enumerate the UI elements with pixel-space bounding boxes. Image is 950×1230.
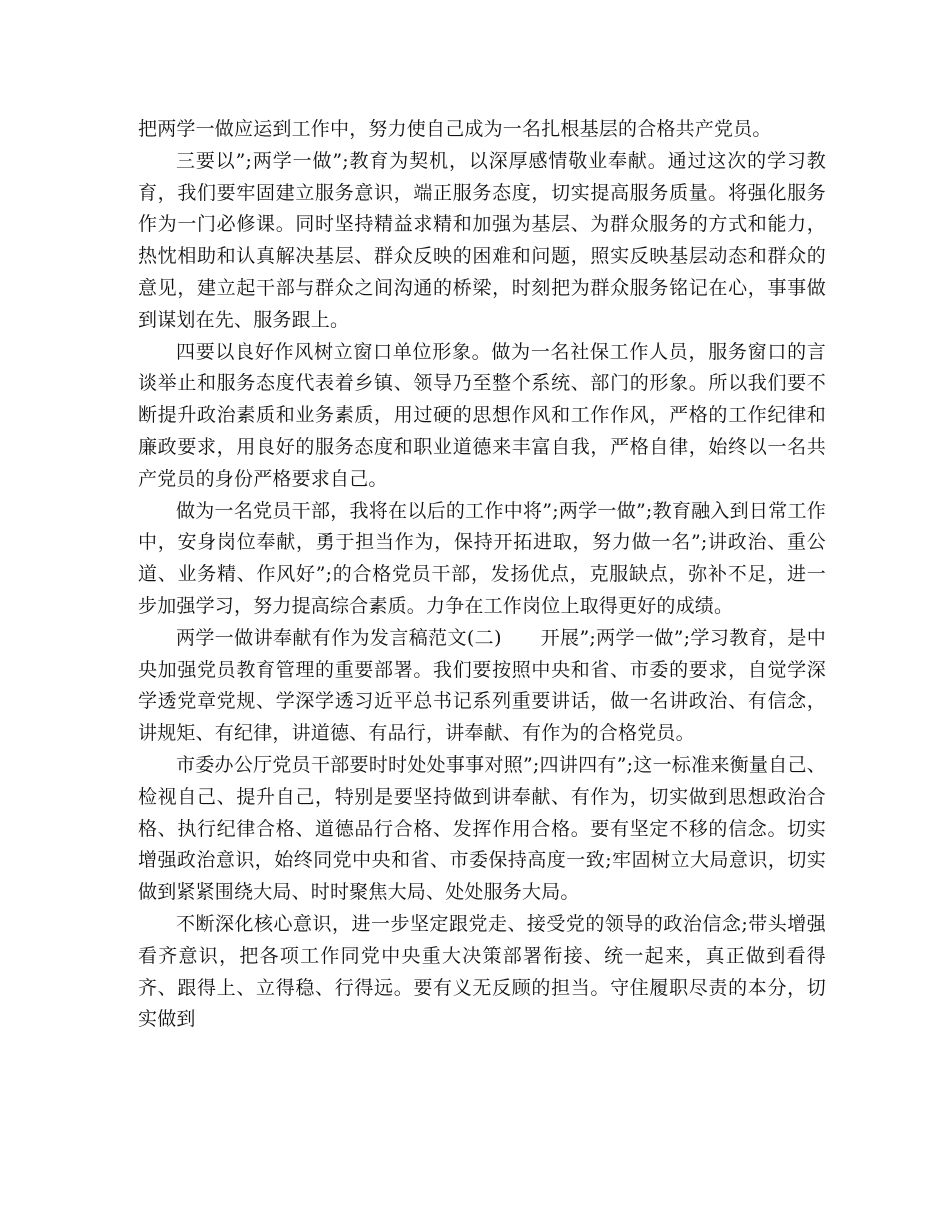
paragraph-5: 两学一做讲奉献有作为发言稿范文(二) 开展”;两学一做”;学习教育，是中央加强党员教育管理的重要部署。我们要按照中央和省、市委的要求，自觉学深学透党章党规、学深学透习近平总书记系列重要讲话，做一名讲政治、有信念，讲规矩、有纪律，讲道德、有品行，讲奉献、有作为的合格党员。 xyxy=(138,626,826,745)
paragraph-6: 市委办公厅党员干部要时时处处事事对照”;四讲四有”;这一标准来衡量自己、检视自己、提升自己，特别是要坚持做到讲奉献、有作为，切实做到思想政治合格、执行纪律合格、道德品行合格、发挥作用合格。要有坚定不移的信念。切实增强政治意识，始终同党中央和省、市委保持高度一致;牢固树立大局意识，切实做到紧紧围绕大局、时时聚焦大局、处处服务大局。 xyxy=(138,753,826,904)
paragraph-7: 不断深化核心意识，进一步坚定跟党走、接受党的领导的政治信念;带头增强看齐意识，把各项工作同党中央重大决策部署衔接、统一起来，真正做到看得齐、跟得上、立得稳、行得远。要有义无反顾的担当。守住履职尽责的本分，切实做到 xyxy=(138,912,826,1031)
paragraph-3: 四要以良好作风树立窗口单位形象。做为一名社保工作人员，服务窗口的言谈举止和服务态度代表着乡镇、领导乃至整个系统、部门的形象。所以我们要不断提升政治素质和业务素质，用过硬的思想作风和工作作风，严格的工作纪律和廉政要求，用良好的服务态度和职业道德来丰富自我，严格自律，始终以一名共产党员的身份严格要求自己。 xyxy=(138,340,826,490)
paragraph-2: 三要以”;两学一做”;教育为契机，以深厚感情敬业奉献。通过这次的学习教育，我们要牢固建立服务意识，端正服务态度，切实提高服务质量。将强化服务作为一门必修课。同时坚持精益求精和加强为基层、为群众服务的方式和能力，热忱相助和认真解决基层、群众反映的困难和问题，照实反映基层动态和群众的意见，建立起干部与群众之间沟通的桥梁，时刻把为群众服务铭记在心，事事做到谋划在先、服务跟上。 xyxy=(138,149,826,331)
document-body xyxy=(138,114,826,1036)
paragraph-4: 做为一名党员干部，我将在以后的工作中将”;两学一做”;教育融入到日常工作中，安身岗位奉献，勇于担当作为，保持开拓进取，努力做一名”;讲政治、重公道、业务精、作风好”;的合格党员干部，发扬优点，克服缺点，弥补不足，进一步加强学习，努力提高综合素质。力争在工作岗位上取得更好的成绩。 xyxy=(138,499,826,617)
paragraph-1: 把两学一做应运到工作中，努力使自己成为一名扎根基层的合格共产党员。 xyxy=(138,118,772,140)
